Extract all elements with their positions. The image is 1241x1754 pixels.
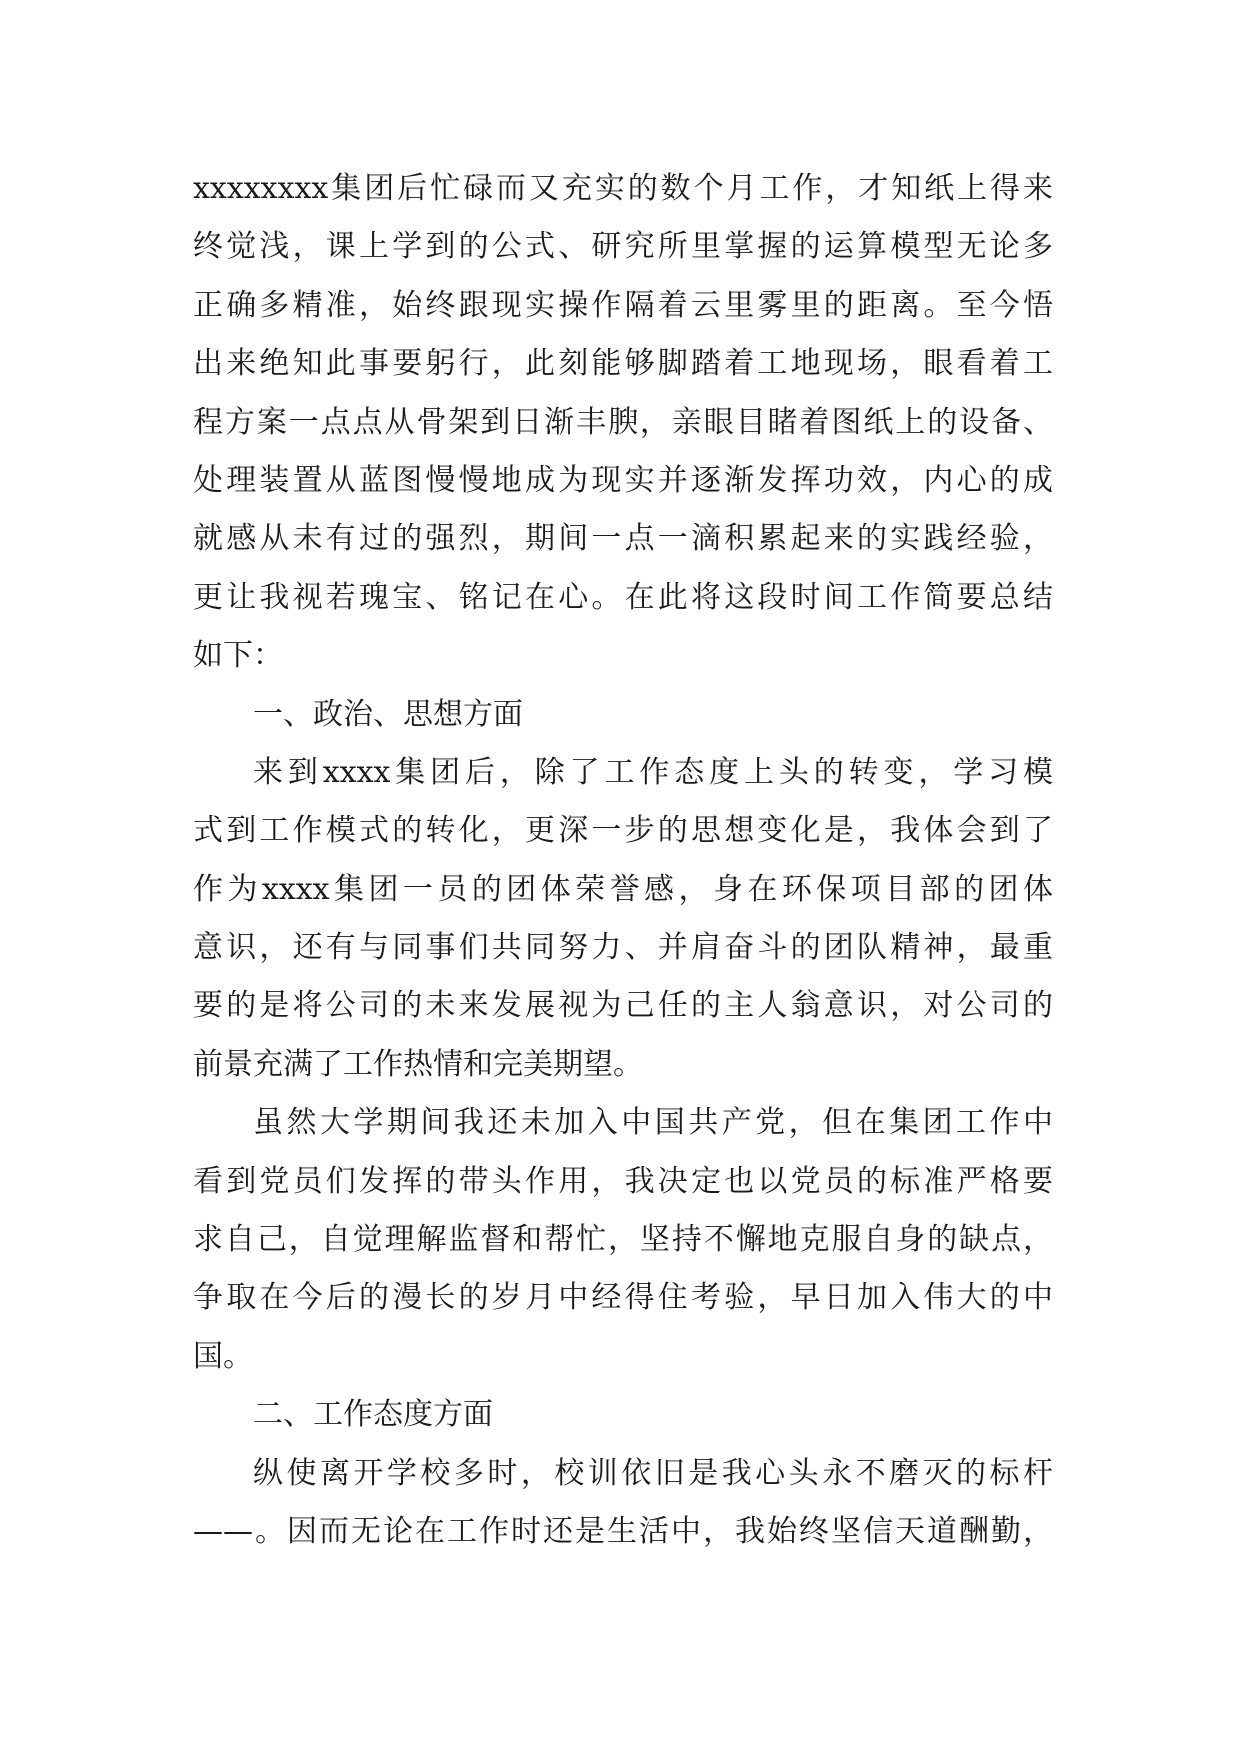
text-line: 更让我视若瑰宝、铭记在心。在此将这段时间工作简要总结 bbox=[193, 579, 1053, 615]
text-line: 如下： bbox=[193, 638, 283, 674]
text-line: 虽然大学期间我还未加入中国共产党，但在集团工作中 bbox=[253, 1105, 1053, 1141]
text-line: 正确多精准，始终跟现实操作隔着云里雾里的距离。至今悟 bbox=[193, 287, 1053, 323]
text-line: 作为xxxx集团一员的团体荣誉感，身在环保项目部的团体 bbox=[193, 871, 1053, 907]
text-line: 二、工作态度方面 bbox=[253, 1397, 493, 1433]
text-line: ——。因而无论在工作时还是生活中，我始终坚信天道酬勤， bbox=[193, 1513, 1053, 1549]
text-line: 处理装置从蓝图慢慢地成为现实并逐渐发挥功效，内心的成 bbox=[193, 462, 1053, 498]
text-line: xxxxxxxx集团后忙碌而又充实的数个月工作，才知纸上得来 bbox=[193, 171, 1053, 206]
text-line: 要的是将公司的未来发展视为己任的主人翁意识，对公司的 bbox=[193, 988, 1053, 1024]
text-line: 出来绝知此事要躬行，此刻能够脚踏着工地现场，眼看着工 bbox=[193, 346, 1053, 382]
text-line: 国。 bbox=[193, 1338, 253, 1374]
text-line: 程方案一点点从骨架到日渐丰腴，亲眼目睹着图纸上的设备、 bbox=[193, 404, 1053, 440]
text-line: 就感从未有过的强烈，期间一点一滴积累起来的实践经验， bbox=[193, 521, 1053, 557]
text-line: 来到xxxx集团后，除了工作态度上头的转变，学习模 bbox=[253, 754, 1053, 790]
text-line: 一、政治、思想方面 bbox=[253, 696, 523, 732]
text-line: 争取在今后的漫长的岁月中经得住考验，早日加入伟大的中 bbox=[193, 1280, 1053, 1316]
text-line: 求自己，自觉理解监督和帮忙，坚持不懈地克服自身的缺点， bbox=[193, 1222, 1053, 1258]
text-line: 纵使离开学校多时，校训依旧是我心头永不磨灭的标杆 bbox=[253, 1455, 1053, 1491]
text-line: 前景充满了工作热情和完美期望。 bbox=[193, 1046, 643, 1082]
text-line: 终觉浅，课上学到的公式、研究所里掌握的运算模型无论多 bbox=[193, 229, 1053, 265]
document-body bbox=[193, 160, 1053, 1561]
text-line: 式到工作模式的转化，更深一步的思想变化是，我体会到了 bbox=[193, 813, 1053, 849]
text-line: 意识，还有与同事们共同努力、并肩奋斗的团队精神，最重 bbox=[193, 930, 1053, 966]
text-line: 看到党员们发挥的带头作用，我决定也以党员的标准严格要 bbox=[193, 1163, 1053, 1199]
